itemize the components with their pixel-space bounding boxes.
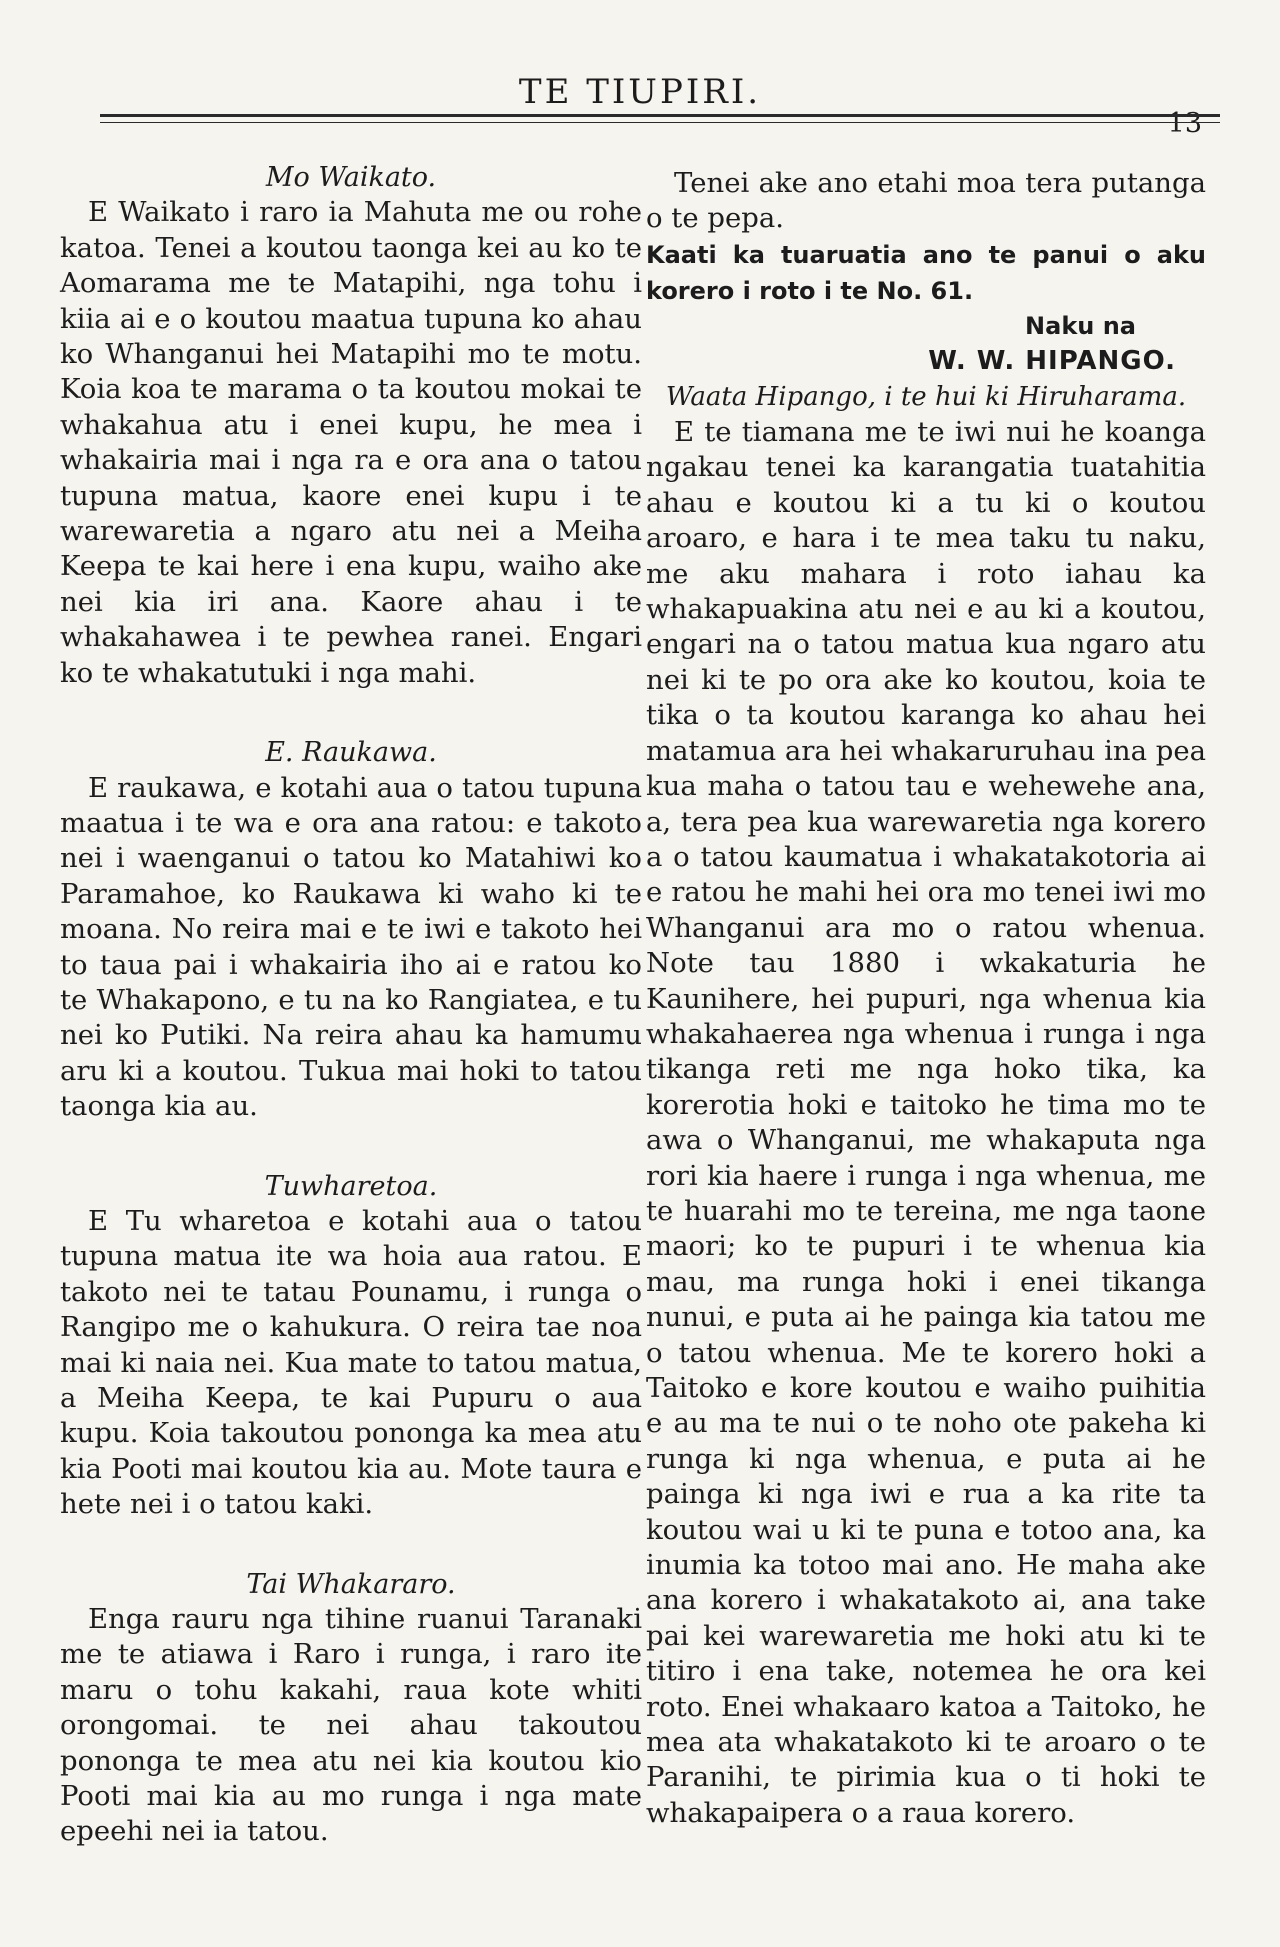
section-tai-whakararo (60, 1567, 642, 1850)
notice-signature: W. W. HIPANGO. (928, 346, 1176, 377)
section-heading: Tuwharetoa. (264, 1170, 438, 1202)
section-heading: Mo Waikato. (265, 162, 437, 193)
page-number: 13 (1167, 108, 1202, 139)
letter-heading: Waata Hipango, i te hui ki Hiruharama. (665, 381, 1187, 412)
left-column (60, 160, 642, 1894)
intro-paragraph: Tenei ake ano etahi moa tera putanga o te pepa. (646, 167, 1206, 235)
section-body: E raukawa, e kotahi aua o tatou tupuna maatua i te wa e ora ana ratou: e takoto nei i waenganui o tatou ko Matahiwi ko Paramahoe, ko Raukawa ki waho ki te moana. No reira mai e te iwi e takoto hei to taua pai i whakairia iho ai e ratou ko te Whakapono, e tu na ko Rangiatea, e tu nei ko Putiki. Na reira ahau ka hamumu aru ki a koutou. Tukua mai hoki to tatou taonga kia au. (60, 771, 642, 1123)
letter-body: E te tiamana me te iwi nui he koanga ngakau tenei ka karangatia tuatahitia ahau e koutou ki a tu ki o koutou aroaro, e hara i te mea taku tu naku, me aku mahara i roto iahau ka whakapuakina atu nei e au ki a koutou, engari na o tatou matua kua ngaro atu nei ki te po ora ake ko koutou, koia te tika o ta koutou karanga ko ahau hei matamua ara hei whakaruruhau ina pea kua maha o tatou tau e wehewehe ana, a, tera pea kua warewaretia nga korero a o tatou kaumatua i whakatakotoria ai e ratou he mahi hei ora mo tenei iwi mo Whanganui ara mo o ratou whenua. Note tau 1880 i wkakaturia he Kaunihere, hei pupuri, nga whenua kia whakahaerea nga whenua i runga i nga tikanga reti me nga hoko tika, ka korerotia hoki e taitoko he tima mo te awa o Whanganui, me whakaputa nga rori kia haere i runga i nga whenua, me te huarahi mo te tereina, me nga taone maori; ko te pupuri i te whenua kia mau, ma runga hoki i enei tikanga nunui, e puta ai he painga kia tatou me o tatou whenua. Me te korero hoki a Taitoko e kore koutou e waiho puihitia e au ma te nui o te noho ote pakeha ki runga ki nga whenua, e puta ai he painga ki nga iwi e rua a ka rite ta koutou wai u ki te puna e totoo ana, ka inumia ka totoo mai ano. He maha ake ana korero i whakatakoto ai, ana take pai kei warewaretia me hoki atu ki te titiro i ena take, notemea he ora kei roto. Enei whakaaro katoa a Taitoko, he mea ata whakatakoto ki te aroaro o te Paranihi, te pirimia kua o ti hoki te whakapaipera o a raua korero. (646, 416, 1206, 1829)
header-rule-thick (100, 114, 1220, 117)
right-column (646, 166, 1206, 1831)
section-raukawa (60, 735, 642, 1124)
section-tuwharetoa (60, 1169, 642, 1523)
section-body: E Tu wharetoa e kotahi aua o tatou tupuna matua ite wa hoia aua ratou. E takoto nei te tatau Pounamu, i runga o Rangipo me o kahukura. O reira tae noa mai ki naia nei. Kua mate to tatou matua, a Meiha Keepa, te kai Pupuru o aua kupu. Koia takoutou pononga ka mea atu kia Pooti mai koutou kia au. Mote taura e hete nei i o tatou kaki. (60, 1204, 642, 1521)
section-heading: E. Raukawa. (265, 737, 437, 769)
page-title: TE TIUPIRI. (518, 72, 762, 112)
notice-text: Kaati ka tuaruatia ano te panui o aku korero i roto i te No. 61. (646, 240, 1206, 305)
header-rule-thin (100, 122, 1220, 123)
section-body: Enga rauru nga tihine ruanui Taranaki me te atiawa i Raro i runga, i raro ite maru o tohu kakahi, raua kote whiti orongomai. te nei ahau takoutou pononga te mea atu nei kia koutou kio Pooti mai kia au mo runga i nga mate epeehi nei ia tatou. (60, 1603, 642, 1848)
section-waikato (60, 160, 642, 691)
section-body: E Waikato i raro ia Mahuta me ou rohe katoa. Tenei a koutou taonga kei au ko te Aomarama me te Matapihi, nga tohu i kiia ai e o koutou maatua tupuna ko ahau ko Whanganui hei Matapihi mo te motu. Koia koa te marama o ta koutou mokai te whakahua atu i enei kupu, he mea i whakairia mai i nga ra e ora ana o tatou tupuna matua, kaore enei kupu i te warewaretia a ngaro atu nei a Meiha Keepa te kai here i ena kupu, waiho ake nei kia iri ana. Kaore ahau i te whakahawea i te pewhea ranei. Engari ko te whakatutuki i nga mahi. (60, 196, 642, 689)
section-heading: Tai Whakararo. (246, 1568, 456, 1600)
notice-by-line: Naku na (1025, 311, 1136, 340)
